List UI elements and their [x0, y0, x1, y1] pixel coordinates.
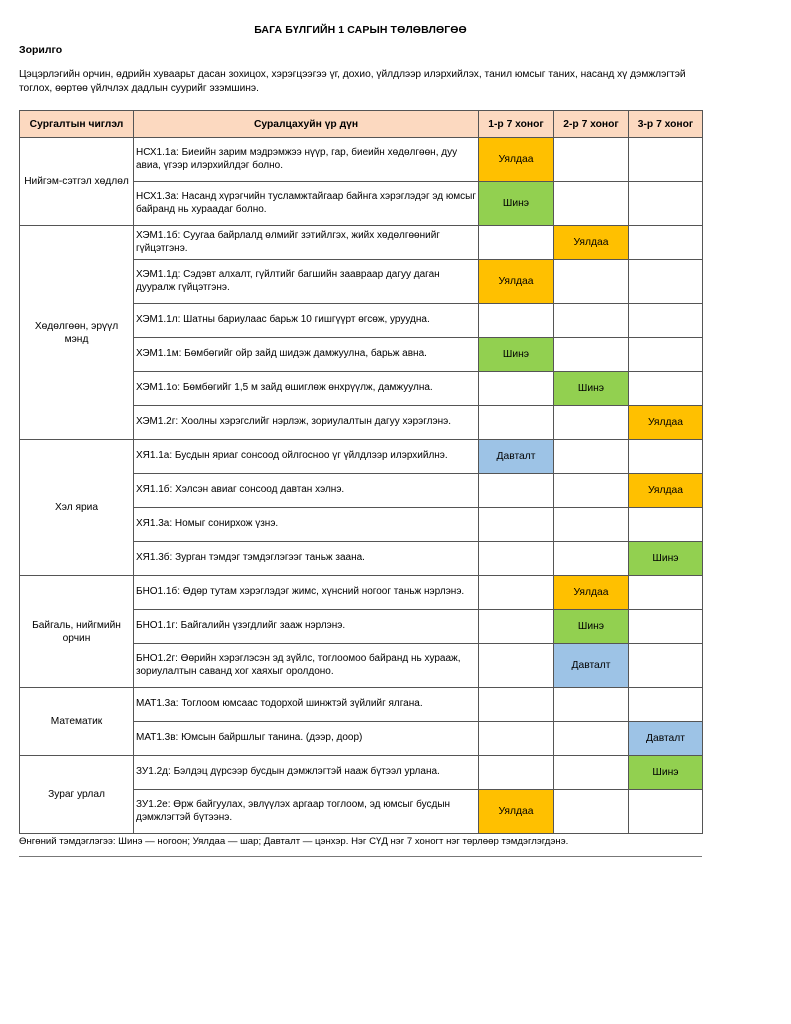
week-1-cell: Уялдаа: [479, 138, 554, 182]
week-3-cell: Давталт: [629, 722, 703, 756]
week-3-cell: [629, 440, 703, 474]
week-3-cell: [629, 790, 703, 834]
week-2-cell: Уялдаа: [554, 576, 629, 610]
outcome-cell: ЗУ1.2д: Бэлдэц дүрсээр бусдын дэмжлэгтэй нааж бүтээл урлана.: [134, 756, 479, 790]
outcome-cell: ХЯ1.3а: Номыг сонирхож үзнэ.: [134, 508, 479, 542]
outcome-cell: БНО1.1г: Байгалийн үзэгдлийг зааж нэрлэнэ.: [134, 610, 479, 644]
week-3-cell: Уялдаа: [629, 406, 703, 440]
week-1-cell: [479, 304, 554, 338]
table-row: [20, 440, 703, 474]
outcome-cell: ХЯ1.1б: Хэлсэн авиаг сонсоод давтан хэлнэ.: [134, 474, 479, 508]
week-3-cell: [629, 576, 703, 610]
week-3-cell: [629, 260, 703, 304]
week-3-cell: [629, 338, 703, 372]
week-1-cell: [479, 226, 554, 260]
week-3-cell: Шинэ: [629, 542, 703, 576]
header-direction: Сургалтын чиглэл: [20, 111, 134, 138]
outcome-cell: ХЯ1.1а: Бусдын яриаг сонсоод ойлгосноо үг үйлдлээр илэрхийлнэ.: [134, 440, 479, 474]
divider: [19, 856, 702, 857]
table-body: [20, 138, 703, 834]
week-1-cell: [479, 610, 554, 644]
outcome-cell: ХЭМ1.1д: Сэдэвт алхалт, гүйлтийг багшийн заавраар дагуу даган дууралж гүйцэтгэнэ.: [134, 260, 479, 304]
week-3-cell: [629, 644, 703, 688]
week-1-cell: [479, 722, 554, 756]
week-1-cell: [479, 508, 554, 542]
header-week-1: 1-р 7 хоног: [479, 111, 554, 138]
week-1-cell: [479, 576, 554, 610]
direction-cell: Байгаль, нийгмийн орчин: [20, 576, 134, 688]
week-2-cell: [554, 338, 629, 372]
week-3-cell: Шинэ: [629, 756, 703, 790]
week-1-cell: [479, 644, 554, 688]
outcome-cell: МАТ1.3а: Тоглоом юмсаас тодорхой шинжтэй зүйлийг ялгана.: [134, 688, 479, 722]
week-2-cell: Шинэ: [554, 372, 629, 406]
outcome-cell: ХЭМ1.1о: Бөмбөгийг 1,5 м зайд өшиглөж өнхрүүлж, дамжуулна.: [134, 372, 479, 406]
goal-text: Цэцэрлэгийн орчин, өдрийн хуваарьт дасан зохицох, хэрэгцээгээ үг, дохио, үйлдлээр илэрхийлэх, танил юмсыг таних, насанд хү дэмжлэгтэй тоглох, өөртөө үйлчлэх дадлын суурийг эзэмшинэ.: [19, 69, 686, 94]
week-2-cell: Давталт: [554, 644, 629, 688]
week-2-cell: [554, 138, 629, 182]
outcome-cell: НСХ1.3а: Насанд хүрэгчийн тусламжтайгаар байнга хэрэглэдэг эд юмсыг байранд нь хураадаг болно.: [134, 182, 479, 226]
week-3-cell: [629, 610, 703, 644]
table-row: [20, 226, 703, 260]
week-1-cell: [479, 688, 554, 722]
week-3-cell: [629, 688, 703, 722]
week-3-cell: Уялдаа: [629, 474, 703, 508]
week-2-cell: [554, 440, 629, 474]
outcome-cell: ХЯ1.3б: Зурган тэмдэг тэмдэглэгээг таньж заана.: [134, 542, 479, 576]
week-2-cell: [554, 722, 629, 756]
week-2-cell: [554, 304, 629, 338]
week-2-cell: [554, 756, 629, 790]
table-header-row: [20, 111, 703, 138]
week-1-cell: Давталт: [479, 440, 554, 474]
direction-cell: Хэл яриа: [20, 440, 134, 576]
week-2-cell: [554, 182, 629, 226]
week-1-cell: [479, 756, 554, 790]
header-week-2: 2-р 7 хоног: [554, 111, 629, 138]
week-2-cell: [554, 508, 629, 542]
outcome-cell: НСХ1.1а: Биеийн зарим мэдрэмжээ нүүр, гар, биеийн хөдөлгөөн, дуу авиа, үгээр илэрхийлдэг болно.: [134, 138, 479, 182]
outcome-cell: ХЭМ1.2г: Хоолны хэрэгслийг нэрлэж, зориулалтын дагуу хэрэглэнэ.: [134, 406, 479, 440]
week-1-cell: [479, 474, 554, 508]
week-1-cell: Уялдаа: [479, 790, 554, 834]
plan-table: [19, 110, 703, 834]
week-1-cell: Шинэ: [479, 338, 554, 372]
table-row: [20, 138, 703, 182]
week-2-cell: [554, 474, 629, 508]
week-2-cell: [554, 542, 629, 576]
week-3-cell: [629, 372, 703, 406]
week-2-cell: Уялдаа: [554, 226, 629, 260]
direction-cell: Хөдөлгөөн, эрүүл мэнд: [20, 226, 134, 440]
table-row: [20, 756, 703, 790]
page-title: БАГА БҮЛГИЙН 1 САРЫН ТӨЛӨВЛӨГӨӨ: [254, 24, 467, 36]
header-week-3: 3-р 7 хоног: [629, 111, 703, 138]
outcome-cell: БНО1.1б: Өдөр тутам хэрэглэдэг жимс, хүнсний ногоог таньж нэрлэнэ.: [134, 576, 479, 610]
week-2-cell: [554, 688, 629, 722]
week-3-cell: [629, 138, 703, 182]
table-row: [20, 576, 703, 610]
outcome-cell: ЗУ1.2е: Өрж байгуулах, эвлүүлэх аргаар тоглоом, эд юмсыг бусдын дэмжлэгтэй бүтээнэ.: [134, 790, 479, 834]
outcome-cell: МАТ1.3в: Юмсын байршлыг танина. (дээр, доор): [134, 722, 479, 756]
week-2-cell: [554, 790, 629, 834]
direction-cell: Нийгэм-сэтгэл хөдлөл: [20, 138, 134, 226]
week-2-cell: [554, 260, 629, 304]
header-outcome: Суралцахуйн үр дүн: [134, 111, 479, 138]
outcome-cell: БНО1.2г: Өөрийн хэрэглэсэн эд зүйлс, тоглоомоо байранд нь хурааж, зориулалтын саванд хог хаяхыг оролдоно.: [134, 644, 479, 688]
week-1-cell: [479, 542, 554, 576]
week-3-cell: [629, 226, 703, 260]
week-3-cell: [629, 508, 703, 542]
week-1-cell: [479, 372, 554, 406]
table-row: [20, 688, 703, 722]
week-1-cell: [479, 406, 554, 440]
outcome-cell: ХЭМ1.1м: Бөмбөгийг ойр зайд шидэж дамжуулна, барьж авна.: [134, 338, 479, 372]
week-3-cell: [629, 182, 703, 226]
week-1-cell: Уялдаа: [479, 260, 554, 304]
week-3-cell: [629, 304, 703, 338]
outcome-cell: ХЭМ1.1л: Шатны бариулаас барьж 10 гишгүүрт өгсөж, уруудна.: [134, 304, 479, 338]
week-2-cell: Шинэ: [554, 610, 629, 644]
direction-cell: Математик: [20, 688, 134, 756]
color-legend: Өнгөний тэмдэглэгээ: Шинэ — ногоон; Уялдаа — шар; Давталт — цэнхэр. Нэг СҮД нэг 7 хоногт нэг төрлөөр тэмдэглэгдэнэ.: [19, 836, 569, 847]
week-1-cell: Шинэ: [479, 182, 554, 226]
goal-heading: Зорилго: [19, 44, 63, 56]
week-2-cell: [554, 406, 629, 440]
direction-cell: Зураг урлал: [20, 756, 134, 834]
outcome-cell: ХЭМ1.1б: Суугаа байрлалд өлмийг зэтийлгэх, жийх хөдөлгөөнийг гүйцэтгэнэ.: [134, 226, 479, 260]
